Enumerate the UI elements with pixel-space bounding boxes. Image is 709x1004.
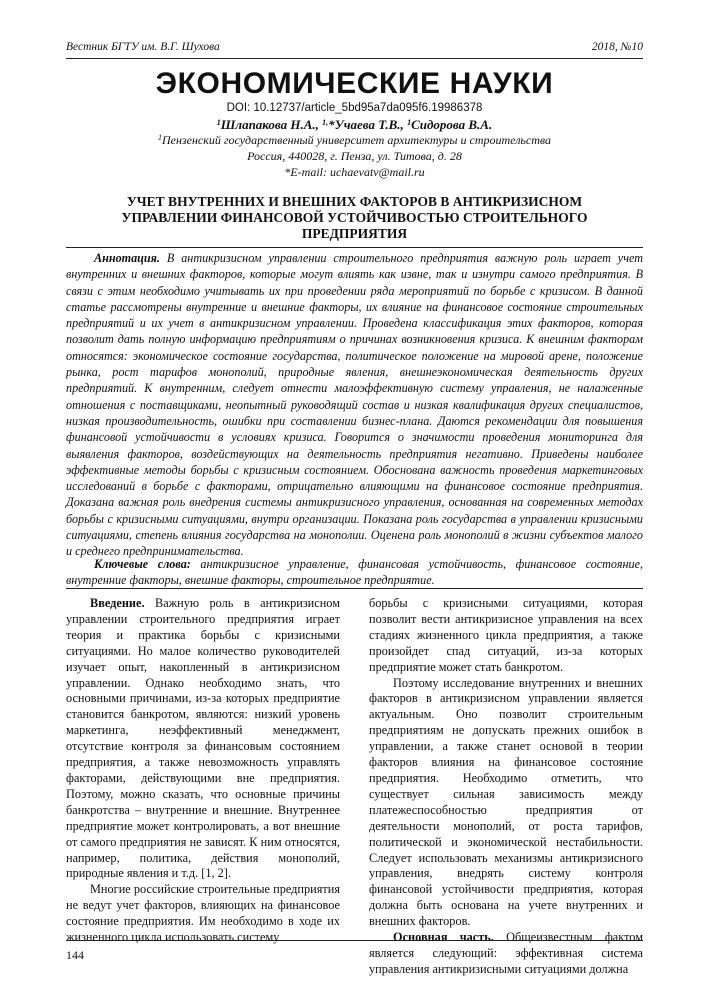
issue-number: 2018, №10 — [591, 41, 643, 53]
abstract-bottom-rule — [66, 588, 643, 589]
keywords-label: Ключевые слова: — [94, 557, 191, 571]
abstract-text: В антикризисном управлении строительного предприятия важную роль играет учет внутренних и внешних факторов, которые могут влиять как извне, так и изнутри самого предприятия. В связи с этим необходимо учитывать их при проведении ряда мероприятий по борьбе с кризисом. В данной статье рассмотрены внутренние и внешние факторы, их влияние на финансовое состояние строительных предприятий и их учет в антикризисном управлении. Проведена классификация этих факторов, которая позволит дать полную информацию предприятиям о причинах возникновения кризиса. К внешним факторам относятся: экономическое состояние государства, политическое положение на мировой арене, положение рынка, рост тарифов монополий, природные явления, внешнеэкономическая деятельность других предприятий. К внутренним, следует отнести малоэффективную систему управления, не налаженные отношения с поставщиками, неопытный руководящий состав и низкая квалификация других специалистов, низкая производительность, ошибки при составлении бизнес-плана. Даются рекомендации для повышения финансовой устойчивости в условиях кризиса. Говорится о значимости проведения мониторинга для выявления факторов, воздействующих на деятельность предприятия негативно. Приведены наиболее эффективные методы борьбы с кризисным состоянием. Обоснована важность проведения маркетинговых исследований в борьбе с факторами, отрицательно влияющими на финансовое состояние предприятия. Доказана важная роль внедрения системы антикризисного управления, основанная на современных методах борьбы с кризисными ситуациями, внутри организации. Показана роль государства в управлении кризисными ситуациями, степень влияния государства на монополии. Оценена роль монополий в жизни субъектов малого и среднего предпринимательства. — [66, 251, 643, 559]
running-header — [66, 41, 643, 53]
header-rule — [66, 58, 643, 59]
main-part-heading: Основная часть. — [393, 930, 494, 945]
abstract — [66, 250, 643, 560]
abstract-label: Аннотация. — [94, 251, 160, 265]
abstract-top-rule — [66, 247, 643, 248]
author-3-affil-mark: 1 — [407, 118, 412, 127]
authors — [0, 117, 709, 133]
article-title: УЧЕТ ВНУТРЕННИХ И ВНЕШНИХ ФАКТОРОВ В АНТИКРИЗИСНОМ УПРАВЛЕНИИ ФИНАНСОВОЙ УСТОЙЧИВОСТЬЮ СТРОИТЕЛЬНОГО ПРЕДПРИЯТИЯ — [121, 194, 588, 241]
affiliation — [0, 132, 709, 180]
paragraph: борьбы с кризисными ситуациями, которая позволит вести антикризисное управления на всех стадиях жизненного цикла предприятия, а также произойдет спад ситуаций, из-за которых предприятие может стать банкротом. — [369, 596, 643, 674]
paragraph: Поэтому исследование внутренних и внешних факторов в антикризисном управлении является актуальным. Оно позволит строительным предприятиям не допускать прежних ошибок в управлении, а также станет основой в теории факторов влияния на финансовое состояние предприятия. Необходимо отметить, что существует сильная зависимость между платежеспособностью предприятия от деятельности монополий, от роста тарифов, политической и экономической нестабильности. Следует использовать механизмы антикризисного управления, внедрять систему контроля финансовой устойчивости предприятия, которая должна быть основана на учете внутренних и внешних факторов. — [369, 675, 643, 929]
introduction-heading: Введение. — [90, 596, 145, 610]
doi: DOI: 10.12737/article_5bd95a7da095f6.19986378 — [226, 102, 483, 114]
keywords — [66, 556, 643, 589]
affiliation-institution: Пензенский государственный университет архитектуры и строительства — [161, 133, 552, 147]
section-title: ЭКОНОМИЧЕСКИЕ НАУКИ — [155, 67, 554, 100]
affiliation-address: Россия, 440028, г. Пенза, ул. Титова, д. 28 — [247, 149, 462, 163]
paragraph-main-part: Основная часть. Общеизвестным фактом является следующий: эффективная система управления антикризисными ситуациями должна — [369, 930, 643, 976]
author-1: Шлапакова Н.А., — [220, 117, 323, 132]
author-3: Сидорова В.А. — [411, 117, 493, 132]
contact-email: *E-mail: uchaevatv@mail.ru — [284, 165, 425, 179]
footer-rule — [66, 940, 643, 941]
body-column-right — [369, 596, 643, 978]
paragraph-introduction: Введение. Важную роль в антикризисном управлении строительного предприятия играет теория и практика борьбы с кризисными ситуациями. Но малое количество руководителей изучает опыт, накопленный в антикризисном управлении. Однако необходимо знать, что основными причинами, из-за которых предприятие становится банкротом, являются: низкий уровень маркетинга, неэффективный менеджмент, отсутствие контроля за финансовым состоянием предприятия, а также невозможность управлять факторами, действующими вне предприятия. Поэтому, можно сказать, что основные причины банкротства – внутренние и внешние. Внутреннее предприятие может контролировать, а вот внешние от самого предприятия не зависят. К ним относятся, например, политика, действия монополий, природные явления и т.д. [1, 2]. — [66, 596, 340, 881]
page-number: 144 — [66, 948, 84, 962]
author-2: *Учаева Т.В., — [328, 117, 408, 132]
body-column-left — [66, 596, 340, 946]
author-1-affil-mark: 1 — [216, 118, 221, 127]
keywords-text: антикризисное управление, финансовая устойчивость, финансовое состояние, внутренние факторы, внешние факторы, строительное предприятие. — [66, 557, 644, 588]
affiliation-mark: 1 — [157, 133, 162, 142]
paragraph: Многие российские строительные предприятия не ведут учет факторов, влияющих на финансовое состояние предприятия. Им необходимо в ходе их жизненного цикла использовать систему — [66, 882, 340, 945]
author-2-affil-mark: 1, — [322, 118, 329, 127]
journal-name: Вестник БГТУ им. В.Г. Шухова — [66, 41, 220, 53]
